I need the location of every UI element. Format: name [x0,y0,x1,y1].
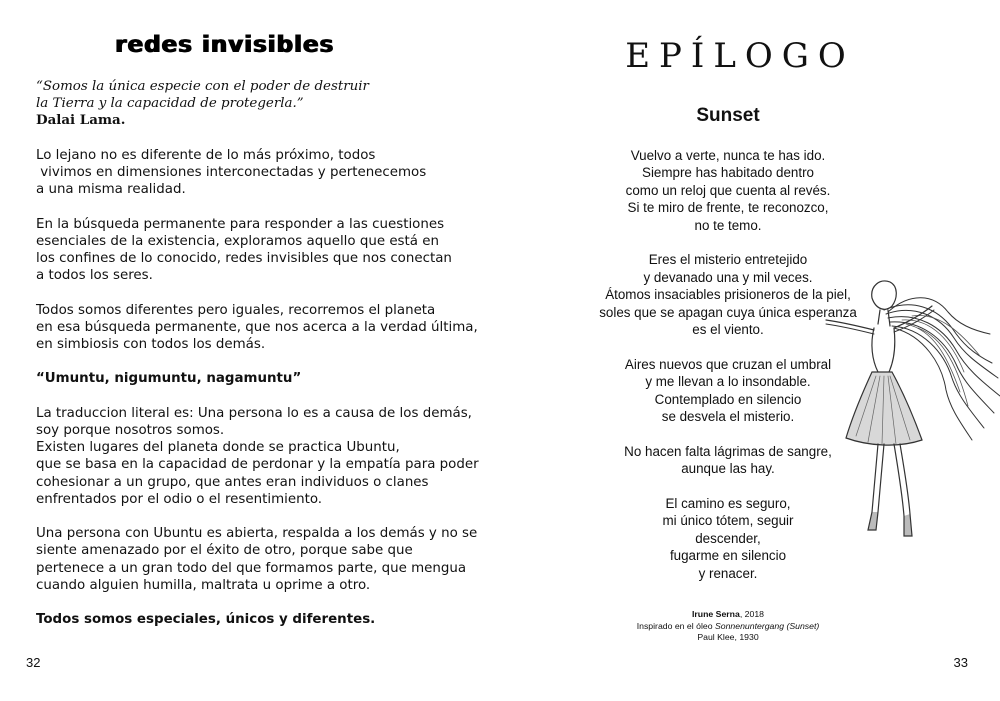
paragraph-line: La traduccion literal es: Una persona lo es a causa de los demás, [36,405,472,421]
poem-line: y me llevan a lo insondable. [645,374,811,390]
credit-author-line [500,609,956,621]
poem-line: Átomos insaciables prisioneros de la piel, [605,287,851,303]
poem-line: Eres el misterio entretejido [648,252,808,268]
paragraph-line: Todos somos diferentes pero iguales, recorremos el planeta [36,302,436,318]
credit-author: Irune Serna [692,609,740,619]
dancer-sketch-icon [822,268,1000,568]
paragraph-line: enfrentados por el odio o el resentimiento. [36,491,323,507]
credit-painting: Sonnenuntergang (Sunset) [714,620,820,631]
poem-line: Vuelvo a verte, nunca te has ido. [630,148,826,163]
paragraph-line: que se basa en la capacidad de perdonar y la empatía para poder [36,457,479,473]
left-body-text [36,78,491,628]
poem-line: mi único tótem, seguir [662,513,794,529]
paragraph-line: En la búsqueda permanente para responder a las cuestiones [36,216,445,232]
poem-line: como un reloj que cuenta al revés. [625,182,831,198]
credit-inspiration-line [500,621,956,633]
page-number-left: 32 [26,655,41,670]
paragraph-line: Una persona con Ubuntu es abierta, respalda a los demás y no se [36,526,478,542]
poem-line: es el viento. [692,322,764,338]
poem-line: y devanado una y mil veces. [643,269,813,285]
poem-title: Sunset [696,105,760,126]
poem-line: fugarme en silencio [669,548,787,564]
poem-line: descender, [695,530,761,546]
poem-line: no te temo. [694,217,762,233]
paragraph-line: siente amenazado por el éxito de otro, porque sabe que [36,543,413,559]
poem-line: Aires nuevos que cruzan el umbral [624,356,832,372]
page-number-right: 33 [953,655,968,670]
page-title: redes invisibles [115,32,335,58]
right-page [500,0,1000,701]
credit-inspired-prefix: Inspirado en el óleo [636,620,715,631]
poem-line: El camino es seguro, [665,496,791,512]
paragraph-line: Existen lugares del planeta donde se practica Ubuntu, [36,440,400,456]
paragraph-line: en simbiosis con todos los demás. [36,337,266,352]
paragraph-line: esenciales de la existencia, exploramos aquello que está en [36,233,439,249]
paragraph-line: Lo lejano no es diferente de lo más próximo, todos [36,147,376,163]
poem-line: y renacer. [698,565,758,581]
paragraph-line: pertenece a un gran todo del que formamos parte, que mengua [36,560,467,576]
poem-line: soles que se apagan cuya única esperanza [599,304,857,320]
poem-line: No hacen falta lágrimas de sangre, [624,443,832,459]
epilogue-title: EPÍLOGO [625,36,855,76]
paragraph-line: a una misma realidad. [36,182,186,198]
poem-line: aunque las hay. [681,461,775,477]
motto: “Umuntu, nigumuntu, nagamuntu” [36,371,302,387]
poem-line: Si te miro de frente, te reconozco, [627,200,829,216]
paragraph-line: cohesionar a un grupo, que antes eran individuos o clanes [36,474,429,490]
poem-credits [500,609,956,644]
poem-line: se desvela el misterio. [661,409,795,425]
paragraph-line: a todos los seres. [36,268,153,284]
poem-line: Contemplado en silencio [654,391,802,407]
paragraph-line: los confines de lo conocido, redes invisibles que nos conectan [36,251,452,266]
poem-line: Siempre has habitado dentro [642,165,814,181]
epigraph-line: “Somos la única especie con el poder de destruir [36,79,369,94]
epigraph-line: la Tierra y la capacidad de protegerla.” [36,96,304,112]
paragraph-line: soy porque nosotros somos. [36,422,225,438]
credit-painter: Paul Klee, 1930 [697,632,759,642]
paragraph-line: en esa búsqueda permanente, que nos acerca a la verdad última, [36,319,478,335]
paragraph-line: vivimos en dimensiones interconectadas y pertenecemos [36,165,427,180]
paragraph-line: cuando alguien humilla, maltrata u oprime a otro. [36,577,371,593]
epigraph-author: Dalai Lama. [36,112,126,129]
credit-year: , 2018 [739,609,764,619]
closing-statement: Todos somos especiales, únicos y diferentes. [36,612,376,628]
